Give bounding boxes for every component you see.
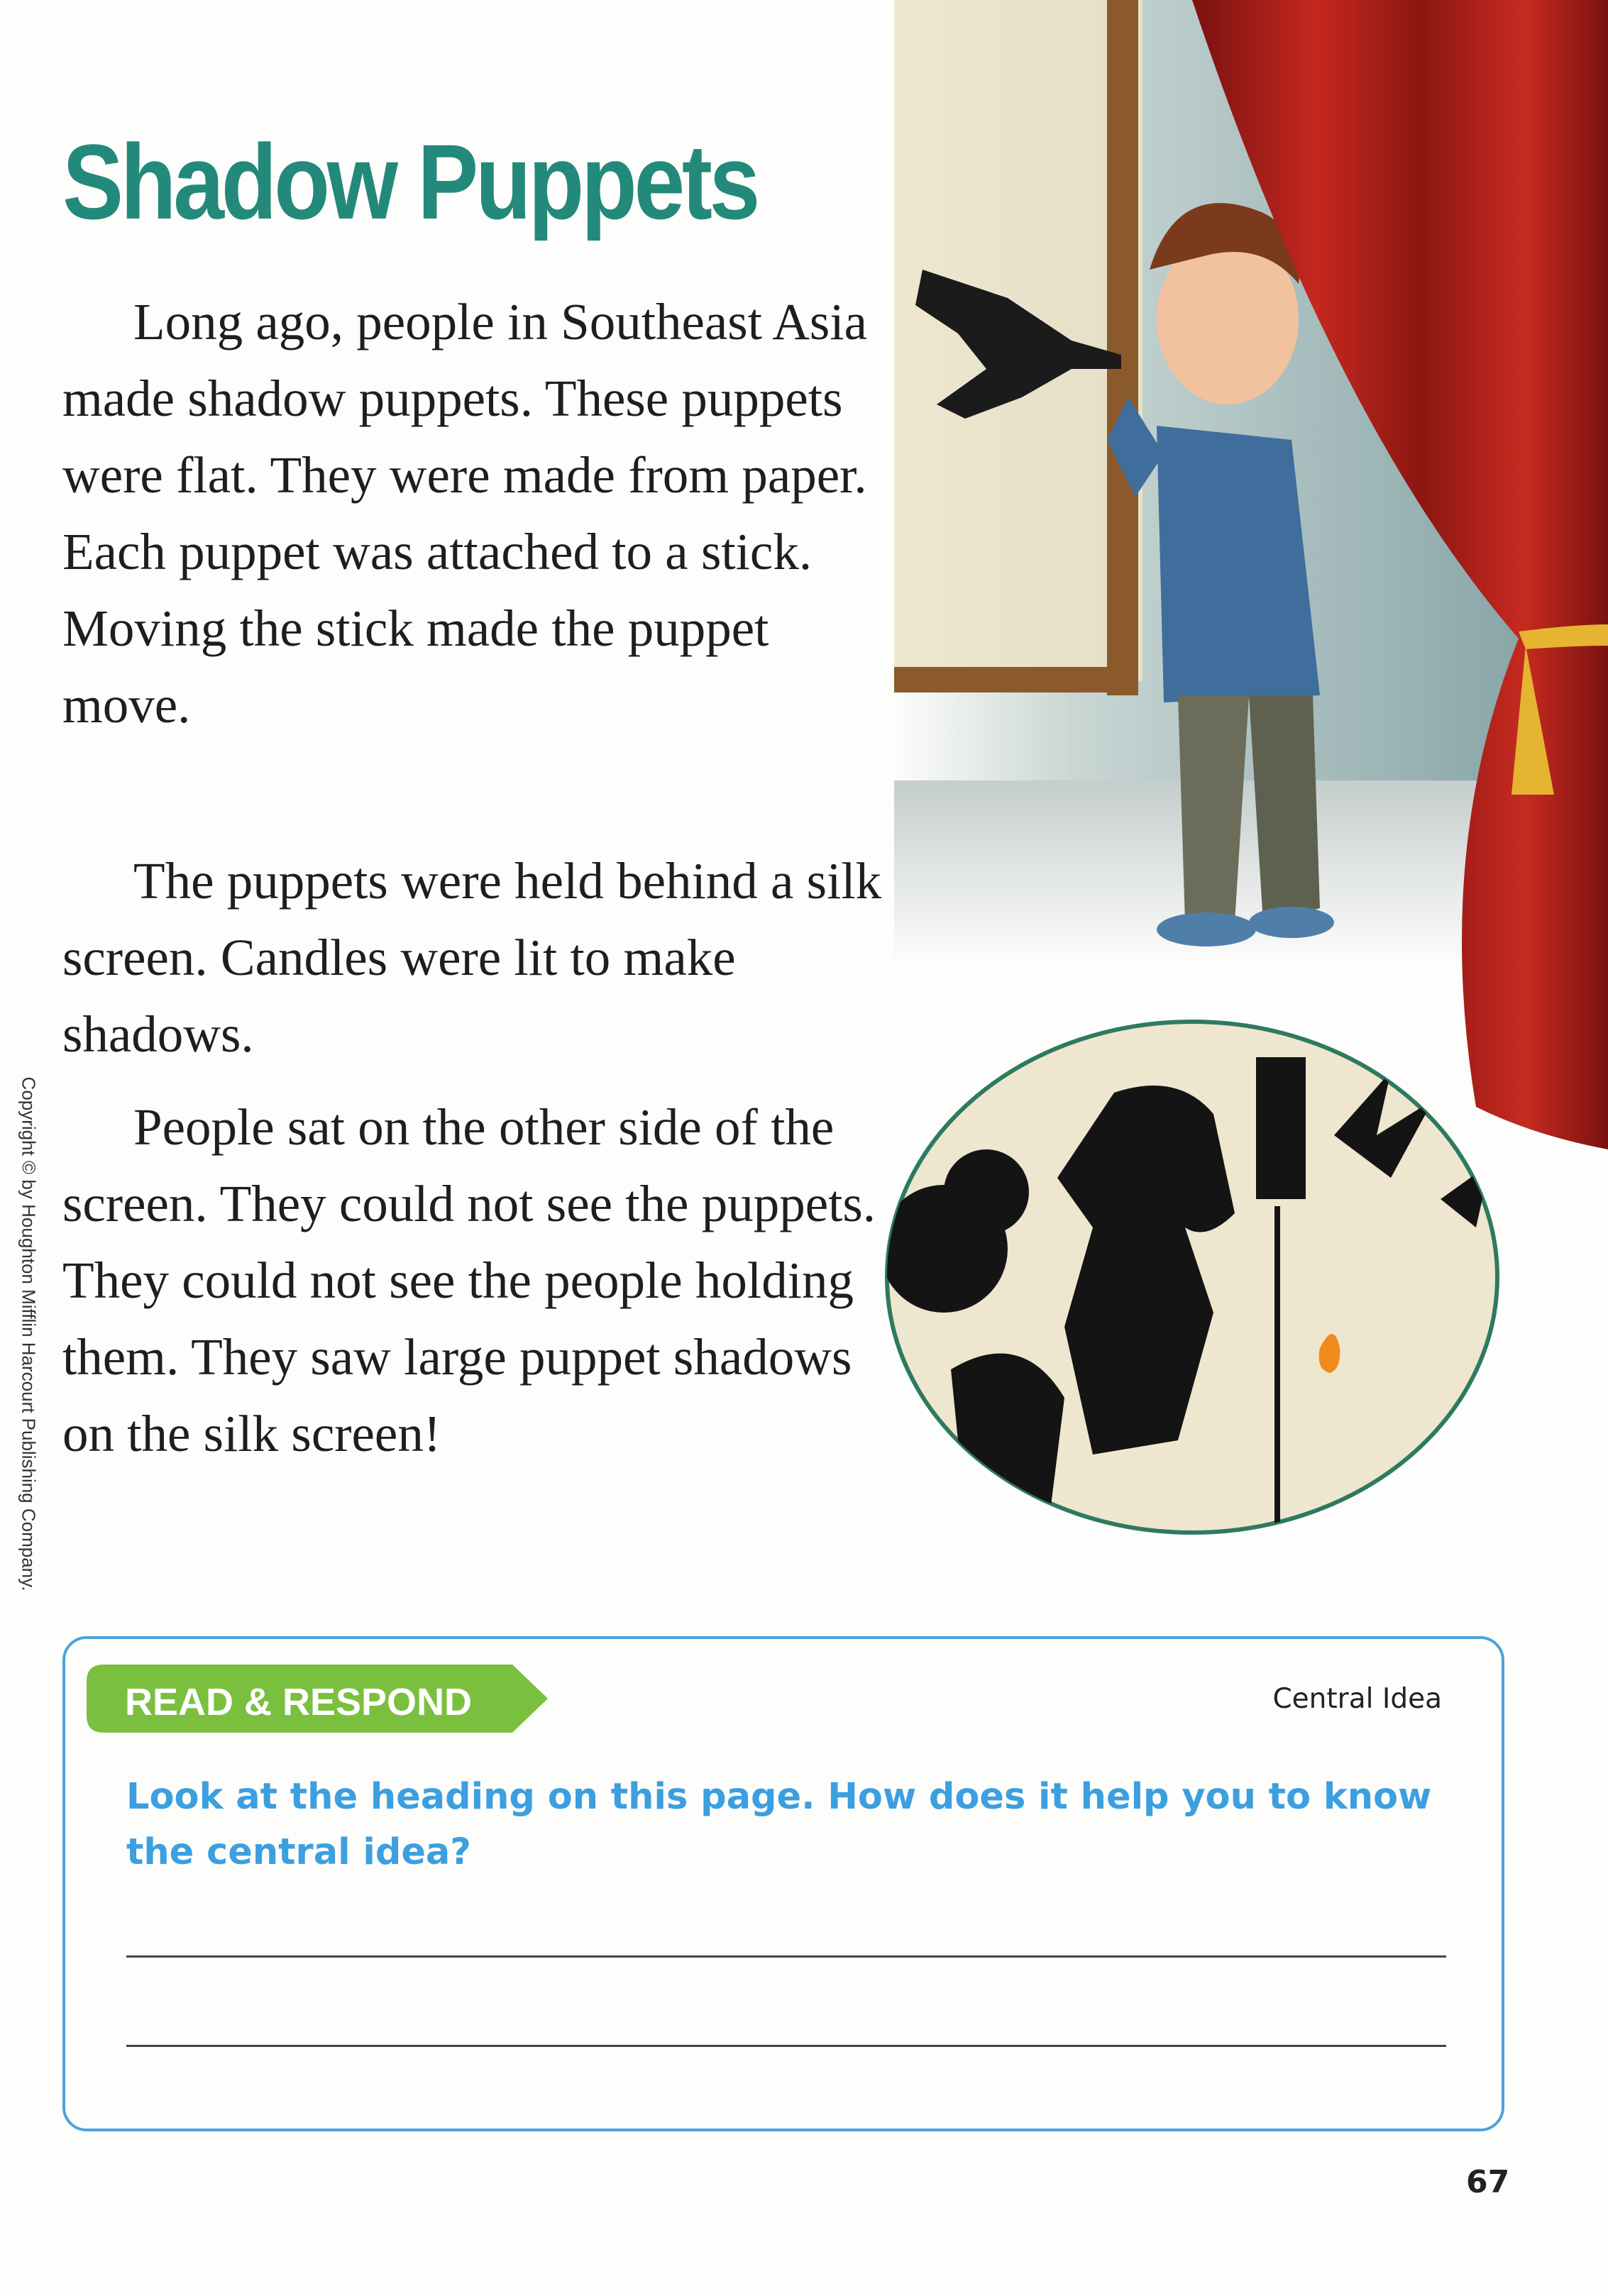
shadow-puppet-photo	[880, 1015, 1504, 1540]
answer-line-2[interactable]	[126, 2045, 1446, 2047]
screen-frame	[1107, 0, 1138, 695]
question-text: Look at the heading on this page. How does it help you to know the central idea?	[126, 1776, 1432, 1873]
paragraph-2: The puppets were held behind a silk screen. Candles were lit to make shadows.	[62, 852, 882, 1063]
paragraph-1: Long ago, people in Southeast Asia made shadow puppets. These puppets were flat. They were made from paper. Each puppet was attached to a stick. Moving the stick made the puppet move.	[62, 293, 868, 734]
answer-line-1[interactable]	[126, 1955, 1446, 1958]
read-respond-badge	[87, 1665, 548, 1733]
read-respond-label: READ & RESPOND	[125, 1681, 473, 1723]
paragraph-3: People sat on the other side of the screen. They could not see the puppets. They could not see the people holding them. They saw large puppet shadows on the silk screen!	[62, 1098, 876, 1462]
skill-label: Central Idea	[1272, 1683, 1442, 1715]
read-respond-box	[62, 1636, 1504, 2131]
page-number: 67	[1466, 2164, 1510, 2200]
page-title: Shadow Puppets	[62, 122, 758, 241]
copyright-notice: Copyright © by Houghton Mifflin Harcourt Publishing Company.	[18, 1076, 40, 1591]
